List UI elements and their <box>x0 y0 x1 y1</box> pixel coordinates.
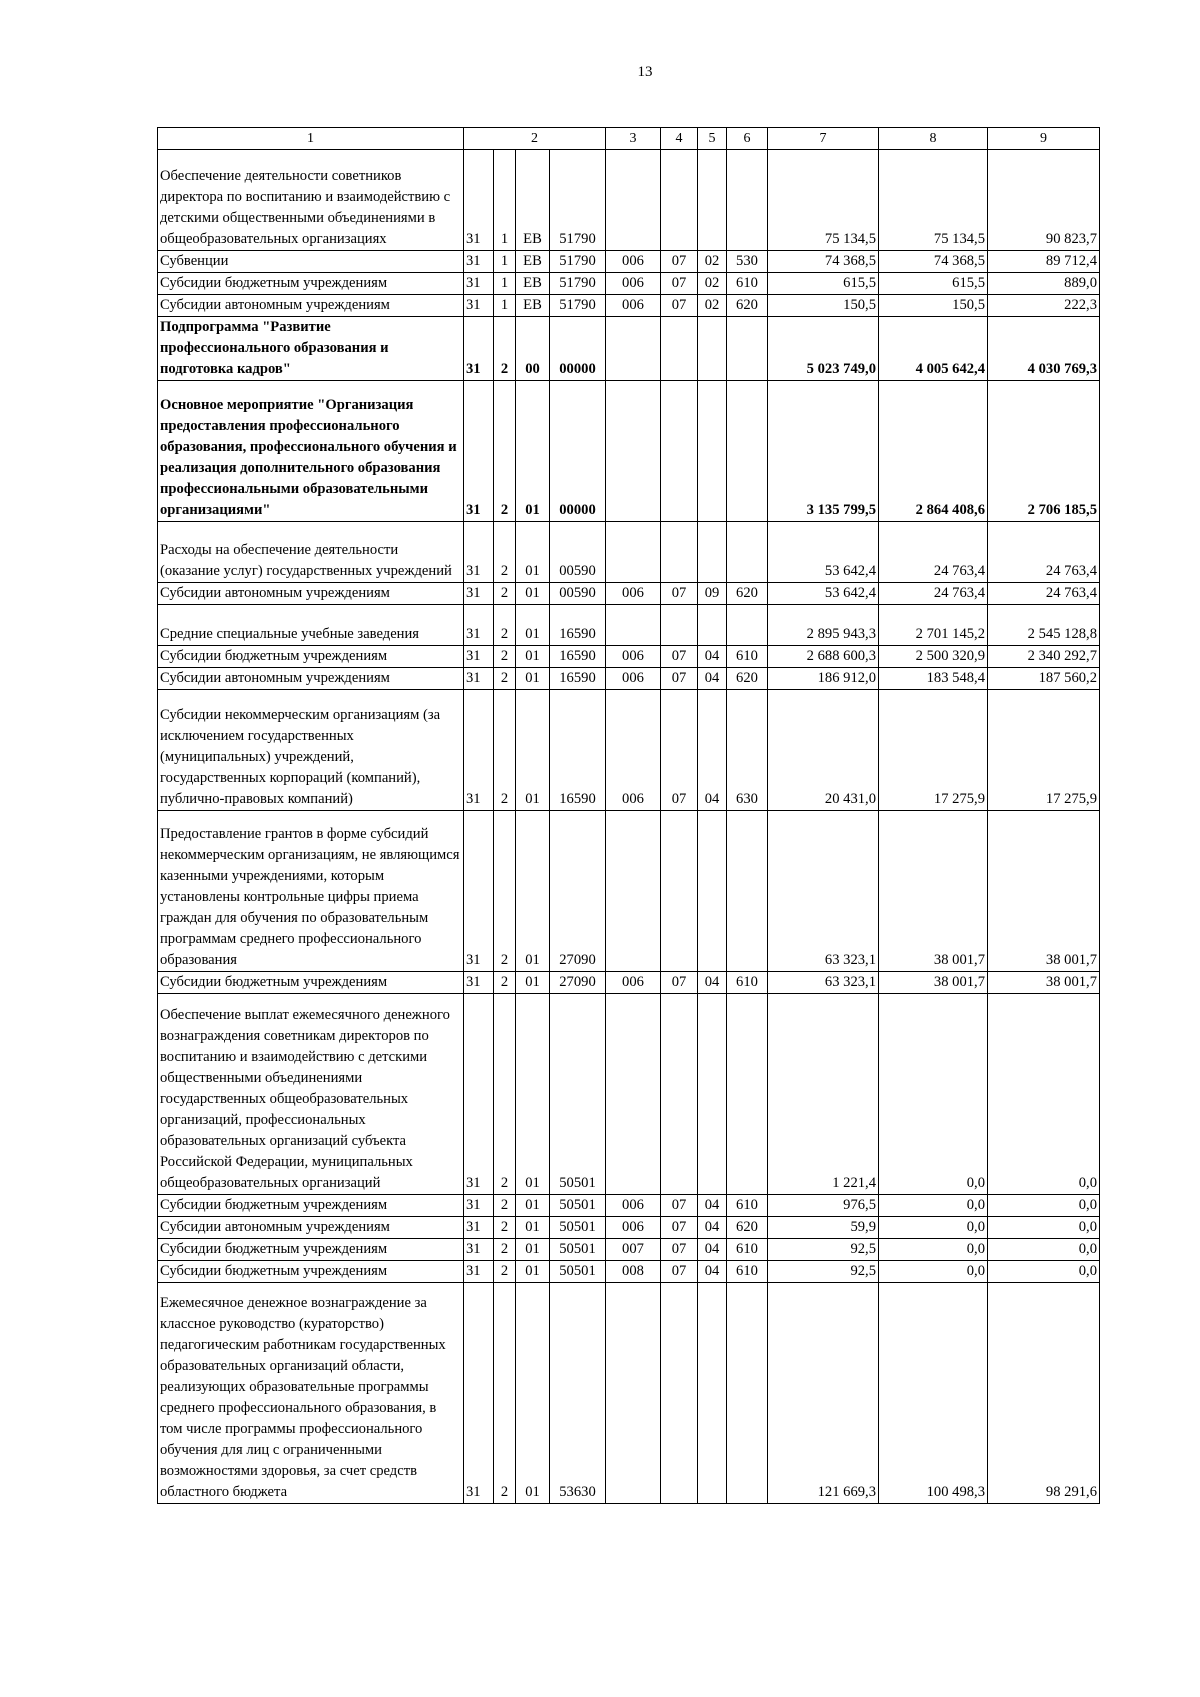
section-code-cell: 07 <box>661 583 698 605</box>
header-cell: 1 <box>158 128 464 150</box>
code-part2-cell: 2 <box>494 668 516 690</box>
section-code-cell <box>661 1283 698 1504</box>
header-cell: 2 <box>464 128 606 150</box>
code-part1-cell: 31 <box>464 522 494 583</box>
code-part2-cell: 1 <box>494 251 516 273</box>
expense-type-cell: 610 <box>727 1239 768 1261</box>
code-part3-cell: ЕВ <box>516 251 550 273</box>
table-row <box>158 522 1100 583</box>
amount-col9-cell: 90 823,7 <box>988 150 1100 251</box>
section-code-cell <box>661 994 698 1195</box>
code-part1-cell: 31 <box>464 811 494 972</box>
code-part2-cell: 2 <box>494 1261 516 1283</box>
ministry-code-cell: 006 <box>606 583 661 605</box>
amount-col9-cell: 0,0 <box>988 994 1100 1195</box>
section-code-cell: 07 <box>661 646 698 668</box>
row-name-cell: Субсидии бюджетным учреждениям <box>158 273 464 295</box>
code-part2-cell: 2 <box>494 522 516 583</box>
header-cell: 9 <box>988 128 1100 150</box>
code-part4-cell: 51790 <box>550 150 606 251</box>
subsection-code-cell <box>698 522 727 583</box>
code-part3-cell: 01 <box>516 583 550 605</box>
ministry-code-cell: 006 <box>606 273 661 295</box>
amount-col9-cell: 187 560,2 <box>988 668 1100 690</box>
amount-col8-cell: 17 275,9 <box>879 690 988 811</box>
code-part3-cell: 01 <box>516 668 550 690</box>
amount-col9-cell: 98 291,6 <box>988 1283 1100 1504</box>
amount-col8-cell: 0,0 <box>879 1217 988 1239</box>
ministry-code-cell <box>606 994 661 1195</box>
code-part1-cell: 31 <box>464 273 494 295</box>
amount-col9-cell: 222,3 <box>988 295 1100 317</box>
subsection-code-cell: 04 <box>698 690 727 811</box>
code-part4-cell: 51790 <box>550 251 606 273</box>
amount-col8-cell: 2 500 320,9 <box>879 646 988 668</box>
section-code-cell <box>661 150 698 251</box>
subsection-code-cell: 09 <box>698 583 727 605</box>
code-part3-cell: 00 <box>516 317 550 381</box>
code-part3-cell: 01 <box>516 646 550 668</box>
ministry-code-cell: 006 <box>606 972 661 994</box>
code-part1-cell: 31 <box>464 1239 494 1261</box>
amount-col7-cell: 92,5 <box>768 1239 879 1261</box>
code-part4-cell: 50501 <box>550 1195 606 1217</box>
code-part4-cell: 50501 <box>550 994 606 1195</box>
code-part3-cell: ЕВ <box>516 150 550 251</box>
code-part4-cell: 00000 <box>550 317 606 381</box>
code-part4-cell: 50501 <box>550 1217 606 1239</box>
code-part2-cell: 2 <box>494 1283 516 1504</box>
expense-type-cell <box>727 994 768 1195</box>
code-part1-cell: 31 <box>464 251 494 273</box>
row-name-cell: Ежемесячное денежное вознаграждение за классное руководство (кураторство) педагогическим работникам государственных образовательных организаций области, реализующих образовательные программы среднего профессионального образования, в том числе программы профессионального обучения для лиц с ограниченными возможностями здоровья, за счет средств областного бюджета <box>158 1283 464 1504</box>
expense-type-cell: 530 <box>727 251 768 273</box>
code-part3-cell: 01 <box>516 1261 550 1283</box>
subsection-code-cell <box>698 150 727 251</box>
amount-col7-cell: 53 642,4 <box>768 583 879 605</box>
amount-col8-cell: 24 763,4 <box>879 583 988 605</box>
amount-col9-cell: 0,0 <box>988 1261 1100 1283</box>
subsection-code-cell <box>698 381 727 522</box>
code-part1-cell: 31 <box>464 381 494 522</box>
code-part4-cell: 00000 <box>550 381 606 522</box>
table-row <box>158 1195 1100 1217</box>
expense-type-cell <box>727 605 768 646</box>
page-number: 13 <box>637 64 653 80</box>
code-part2-cell: 1 <box>494 295 516 317</box>
code-part1-cell: 31 <box>464 1195 494 1217</box>
amount-col7-cell: 3 135 799,5 <box>768 381 879 522</box>
expense-type-cell <box>727 522 768 583</box>
code-part4-cell: 27090 <box>550 972 606 994</box>
header-cell: 5 <box>698 128 727 150</box>
subsection-code-cell: 04 <box>698 668 727 690</box>
subsection-code-cell: 04 <box>698 1195 727 1217</box>
code-part2-cell: 2 <box>494 605 516 646</box>
table-row <box>158 317 1100 381</box>
section-code-cell: 07 <box>661 1261 698 1283</box>
amount-col8-cell: 100 498,3 <box>879 1283 988 1504</box>
amount-col7-cell: 92,5 <box>768 1261 879 1283</box>
code-part1-cell: 31 <box>464 1217 494 1239</box>
ministry-code-cell <box>606 317 661 381</box>
amount-col8-cell: 150,5 <box>879 295 988 317</box>
ministry-code-cell: 006 <box>606 295 661 317</box>
code-part1-cell: 31 <box>464 972 494 994</box>
row-name-cell: Субсидии автономным учреждениям <box>158 668 464 690</box>
table-row <box>158 690 1100 811</box>
amount-col8-cell: 4 005 642,4 <box>879 317 988 381</box>
expense-type-cell <box>727 1283 768 1504</box>
section-code-cell: 07 <box>661 972 698 994</box>
amount-col8-cell: 0,0 <box>879 994 988 1195</box>
section-code-cell <box>661 381 698 522</box>
code-part4-cell: 16590 <box>550 690 606 811</box>
expense-type-cell: 610 <box>727 273 768 295</box>
expense-type-cell: 610 <box>727 1261 768 1283</box>
amount-col8-cell: 38 001,7 <box>879 811 988 972</box>
row-name-cell: Расходы на обеспечение деятельности (оказание услуг) государственных учреждений <box>158 522 464 583</box>
row-name-cell: Субсидии автономным учреждениям <box>158 1217 464 1239</box>
row-name-cell: Подпрограмма "Развитие профессионального образования и подготовка кадров" <box>158 317 464 381</box>
amount-col7-cell: 53 642,4 <box>768 522 879 583</box>
table-row <box>158 994 1100 1195</box>
row-name-cell: Субсидии бюджетным учреждениям <box>158 1195 464 1217</box>
code-part4-cell: 16590 <box>550 605 606 646</box>
amount-col9-cell: 0,0 <box>988 1217 1100 1239</box>
code-part1-cell: 31 <box>464 317 494 381</box>
row-name-cell: Субсидии бюджетным учреждениям <box>158 646 464 668</box>
subsection-code-cell: 04 <box>698 646 727 668</box>
code-part4-cell: 16590 <box>550 668 606 690</box>
ministry-code-cell: 007 <box>606 1239 661 1261</box>
amount-col7-cell: 20 431,0 <box>768 690 879 811</box>
header-cell: 6 <box>727 128 768 150</box>
table-row <box>158 646 1100 668</box>
amount-col8-cell: 0,0 <box>879 1239 988 1261</box>
amount-col7-cell: 63 323,1 <box>768 811 879 972</box>
header-cell: 8 <box>879 128 988 150</box>
code-part3-cell: 01 <box>516 381 550 522</box>
code-part2-cell: 2 <box>494 811 516 972</box>
code-part4-cell: 53630 <box>550 1283 606 1504</box>
code-part4-cell: 16590 <box>550 646 606 668</box>
table-row <box>158 583 1100 605</box>
section-code-cell: 07 <box>661 690 698 811</box>
code-part3-cell: 01 <box>516 1217 550 1239</box>
amount-col8-cell: 24 763,4 <box>879 522 988 583</box>
amount-col8-cell: 75 134,5 <box>879 150 988 251</box>
table-row <box>158 150 1100 251</box>
row-name-cell: Субсидии автономным учреждениям <box>158 583 464 605</box>
subsection-code-cell: 04 <box>698 972 727 994</box>
section-code-cell: 07 <box>661 1195 698 1217</box>
code-part3-cell: 01 <box>516 994 550 1195</box>
code-part2-cell: 2 <box>494 994 516 1195</box>
ministry-code-cell: 008 <box>606 1261 661 1283</box>
code-part4-cell: 51790 <box>550 295 606 317</box>
section-code-cell <box>661 522 698 583</box>
code-part3-cell: 01 <box>516 1283 550 1504</box>
ministry-code-cell <box>606 1283 661 1504</box>
amount-col8-cell: 183 548,4 <box>879 668 988 690</box>
ministry-code-cell: 006 <box>606 690 661 811</box>
row-name-cell: Субсидии бюджетным учреждениям <box>158 1261 464 1283</box>
section-code-cell: 07 <box>661 1217 698 1239</box>
code-part2-cell: 2 <box>494 1195 516 1217</box>
amount-col8-cell: 615,5 <box>879 273 988 295</box>
amount-col9-cell: 2 545 128,8 <box>988 605 1100 646</box>
amount-col7-cell: 976,5 <box>768 1195 879 1217</box>
amount-col7-cell: 75 134,5 <box>768 150 879 251</box>
amount-col7-cell: 1 221,4 <box>768 994 879 1195</box>
code-part3-cell: 01 <box>516 690 550 811</box>
subsection-code-cell: 02 <box>698 295 727 317</box>
code-part4-cell: 50501 <box>550 1239 606 1261</box>
code-part3-cell: 01 <box>516 522 550 583</box>
code-part2-cell: 2 <box>494 1217 516 1239</box>
expense-type-cell <box>727 150 768 251</box>
amount-col9-cell: 24 763,4 <box>988 583 1100 605</box>
subsection-code-cell: 02 <box>698 251 727 273</box>
expense-type-cell: 620 <box>727 1217 768 1239</box>
subsection-code-cell <box>698 1283 727 1504</box>
code-part3-cell: 01 <box>516 1195 550 1217</box>
expense-type-cell: 620 <box>727 668 768 690</box>
amount-col9-cell: 889,0 <box>988 273 1100 295</box>
table-row <box>158 1261 1100 1283</box>
section-code-cell: 07 <box>661 295 698 317</box>
code-part1-cell: 31 <box>464 668 494 690</box>
amount-col8-cell: 2 864 408,6 <box>879 381 988 522</box>
header-row <box>158 128 1100 150</box>
amount-col7-cell: 150,5 <box>768 295 879 317</box>
amount-col9-cell: 38 001,7 <box>988 972 1100 994</box>
header-cell: 7 <box>768 128 879 150</box>
amount-col7-cell: 615,5 <box>768 273 879 295</box>
row-name-cell: Субсидии бюджетным учреждениям <box>158 1239 464 1261</box>
expense-type-cell <box>727 811 768 972</box>
code-part1-cell: 31 <box>464 1283 494 1504</box>
table-row <box>158 251 1100 273</box>
section-code-cell: 07 <box>661 251 698 273</box>
ministry-code-cell: 006 <box>606 1217 661 1239</box>
code-part2-cell: 2 <box>494 583 516 605</box>
amount-col9-cell: 38 001,7 <box>988 811 1100 972</box>
table-row <box>158 605 1100 646</box>
amount-col9-cell: 4 030 769,3 <box>988 317 1100 381</box>
amount-col8-cell: 0,0 <box>879 1261 988 1283</box>
code-part4-cell: 50501 <box>550 1261 606 1283</box>
table-row <box>158 668 1100 690</box>
row-name-cell: Субсидии автономным учреждениям <box>158 295 464 317</box>
table-row <box>158 1217 1100 1239</box>
amount-col8-cell: 0,0 <box>879 1195 988 1217</box>
subsection-code-cell: 04 <box>698 1261 727 1283</box>
table-row <box>158 1239 1100 1261</box>
subsection-code-cell: 04 <box>698 1239 727 1261</box>
header-cell: 4 <box>661 128 698 150</box>
row-name-cell: Субсидии бюджетным учреждениям <box>158 972 464 994</box>
expense-type-cell: 610 <box>727 646 768 668</box>
expense-type-cell: 630 <box>727 690 768 811</box>
ministry-code-cell <box>606 381 661 522</box>
code-part2-cell: 2 <box>494 972 516 994</box>
amount-col7-cell: 121 669,3 <box>768 1283 879 1504</box>
row-name-cell: Средние специальные учебные заведения <box>158 605 464 646</box>
code-part1-cell: 31 <box>464 690 494 811</box>
code-part4-cell: 27090 <box>550 811 606 972</box>
expense-type-cell: 620 <box>727 583 768 605</box>
table-body <box>158 150 1100 1504</box>
code-part1-cell: 31 <box>464 1261 494 1283</box>
row-name-cell: Обеспечение выплат ежемесячного денежного вознаграждения советникам директоров по воспитанию и взаимодействию с детскими общественными объединениями государственных общеобразовательных организаций, профессиональных образовательных организаций субъекта Российской Федерации, муниципальных общеобразовательных организаций <box>158 994 464 1195</box>
code-part1-cell: 31 <box>464 583 494 605</box>
row-name-cell: Субсидии некоммерческим организациям (за исключением государственных (муниципальных) учреждений, государственных корпораций (компаний), публично-правовых компаний) <box>158 690 464 811</box>
subsection-code-cell: 02 <box>698 273 727 295</box>
expense-type-cell: 610 <box>727 972 768 994</box>
code-part3-cell: 01 <box>516 605 550 646</box>
ministry-code-cell: 006 <box>606 251 661 273</box>
subsection-code-cell <box>698 317 727 381</box>
ministry-code-cell <box>606 605 661 646</box>
expense-type-cell <box>727 381 768 522</box>
code-part4-cell: 00590 <box>550 522 606 583</box>
row-name-cell: Обеспечение деятельности советников директора по воспитанию и взаимодействию с детскими общественными объединениями в общеобразовательных организациях <box>158 150 464 251</box>
row-name-cell: Предоставление грантов в форме субсидий некоммерческим организациям, не являющимся казенными учреждениями, которым установлены контрольные цифры приема граждан для обучения по образовательным программам среднего профессионального образования <box>158 811 464 972</box>
ministry-code-cell: 006 <box>606 1195 661 1217</box>
code-part3-cell: 01 <box>516 811 550 972</box>
expense-type-cell <box>727 317 768 381</box>
section-code-cell: 07 <box>661 668 698 690</box>
amount-col9-cell: 2 340 292,7 <box>988 646 1100 668</box>
subsection-code-cell <box>698 811 727 972</box>
amount-col9-cell: 0,0 <box>988 1239 1100 1261</box>
subsection-code-cell: 04 <box>698 1217 727 1239</box>
code-part2-cell: 2 <box>494 646 516 668</box>
amount-col9-cell: 17 275,9 <box>988 690 1100 811</box>
ministry-code-cell: 006 <box>606 646 661 668</box>
table-row <box>158 811 1100 972</box>
amount-col7-cell: 5 023 749,0 <box>768 317 879 381</box>
code-part2-cell: 2 <box>494 317 516 381</box>
ministry-code-cell <box>606 522 661 583</box>
section-code-cell: 07 <box>661 1239 698 1261</box>
code-part1-cell: 31 <box>464 150 494 251</box>
row-name-cell: Субвенции <box>158 251 464 273</box>
amount-col9-cell: 2 706 185,5 <box>988 381 1100 522</box>
section-code-cell <box>661 317 698 381</box>
amount-col8-cell: 38 001,7 <box>879 972 988 994</box>
expense-type-cell: 620 <box>727 295 768 317</box>
amount-col7-cell: 74 368,5 <box>768 251 879 273</box>
table-row <box>158 295 1100 317</box>
section-code-cell: 07 <box>661 273 698 295</box>
code-part1-cell: 31 <box>464 994 494 1195</box>
code-part1-cell: 31 <box>464 605 494 646</box>
amount-col7-cell: 2 688 600,3 <box>768 646 879 668</box>
expense-type-cell: 610 <box>727 1195 768 1217</box>
amount-col7-cell: 59,9 <box>768 1217 879 1239</box>
code-part2-cell: 2 <box>494 690 516 811</box>
amount-col8-cell: 74 368,5 <box>879 251 988 273</box>
subsection-code-cell <box>698 605 727 646</box>
table-row <box>158 1283 1100 1504</box>
code-part3-cell: 01 <box>516 972 550 994</box>
section-code-cell <box>661 811 698 972</box>
ministry-code-cell <box>606 150 661 251</box>
code-part2-cell: 1 <box>494 273 516 295</box>
code-part4-cell: 00590 <box>550 583 606 605</box>
amount-col7-cell: 186 912,0 <box>768 668 879 690</box>
code-part3-cell: 01 <box>516 1239 550 1261</box>
code-part4-cell: 51790 <box>550 273 606 295</box>
code-part2-cell: 2 <box>494 1239 516 1261</box>
amount-col9-cell: 89 712,4 <box>988 251 1100 273</box>
code-part3-cell: ЕВ <box>516 273 550 295</box>
subsection-code-cell <box>698 994 727 1195</box>
ministry-code-cell <box>606 811 661 972</box>
amount-col7-cell: 63 323,1 <box>768 972 879 994</box>
code-part1-cell: 31 <box>464 295 494 317</box>
code-part1-cell: 31 <box>464 646 494 668</box>
table-row <box>158 972 1100 994</box>
code-part2-cell: 2 <box>494 381 516 522</box>
section-code-cell <box>661 605 698 646</box>
row-name-cell: Основное мероприятие "Организация предоставления профессионального образования, профессионального обучения и реализация дополнительного образования профессиональными образовательными организациями" <box>158 381 464 522</box>
code-part2-cell: 1 <box>494 150 516 251</box>
table-row <box>158 273 1100 295</box>
code-part3-cell: ЕВ <box>516 295 550 317</box>
header-cell: 3 <box>606 128 661 150</box>
budget-table <box>157 127 1100 1504</box>
table-row <box>158 381 1100 522</box>
amount-col9-cell: 24 763,4 <box>988 522 1100 583</box>
amount-col9-cell: 0,0 <box>988 1195 1100 1217</box>
amount-col8-cell: 2 701 145,2 <box>879 605 988 646</box>
ministry-code-cell: 006 <box>606 668 661 690</box>
amount-col7-cell: 2 895 943,3 <box>768 605 879 646</box>
